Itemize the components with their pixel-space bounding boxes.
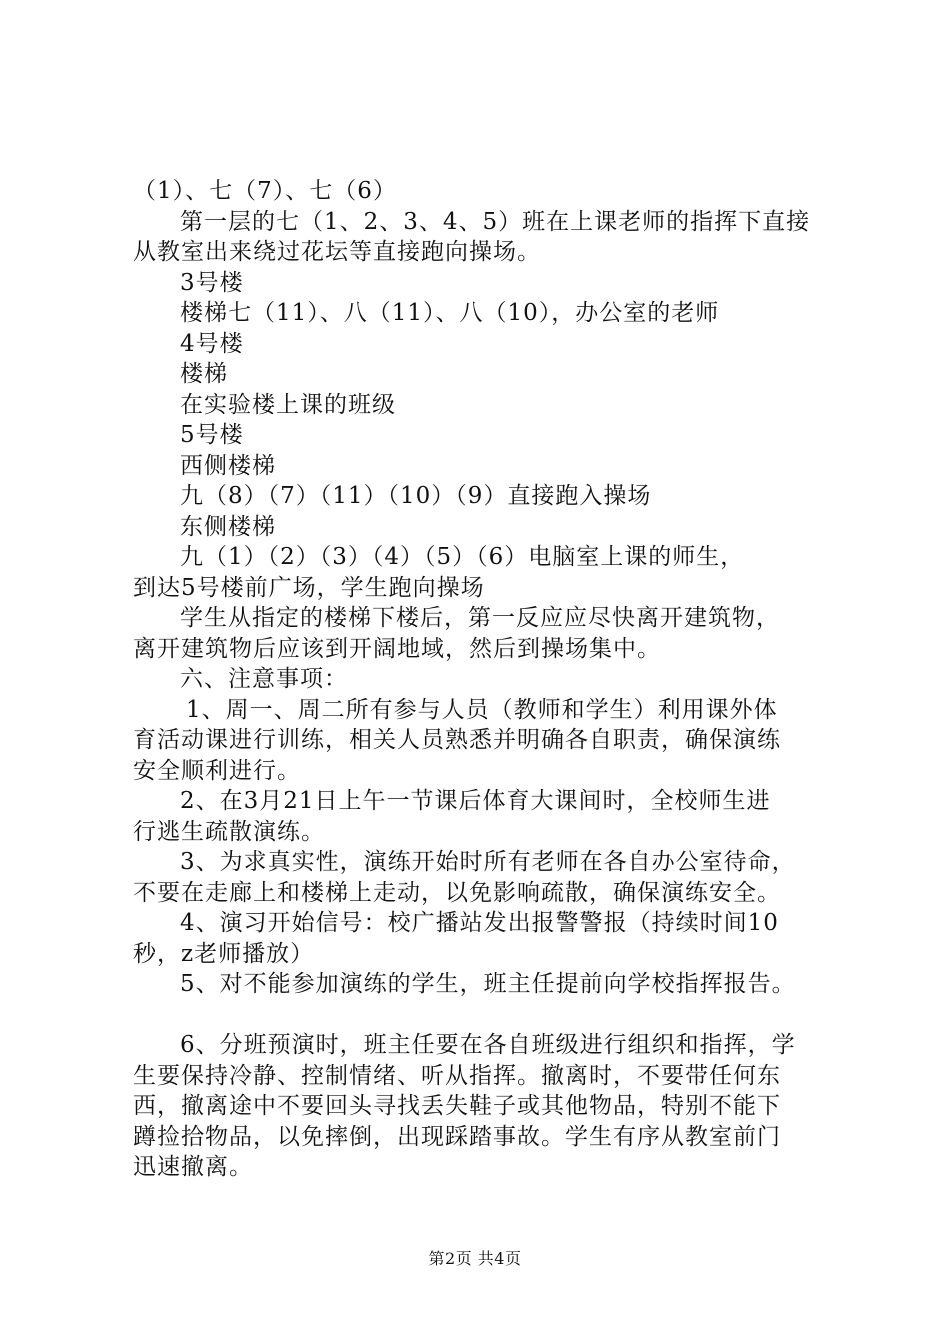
text-line: 九（8）（7）（11）（10）（9）直接跑入操场 (180, 483, 652, 509)
text-line: 秒，z老师播放） (133, 941, 315, 967)
text-line: 离开建筑物后应该到开阔地域，然后到操场集中。 (133, 636, 661, 662)
text-line: 不要在走廊上和楼梯上走动，以免影响疏散，确保演练安全。 (133, 880, 781, 906)
text-line: 5号楼 (180, 422, 244, 448)
text-line: 行逃生疏散演练。 (133, 819, 325, 845)
text-line: 从教室出来绕过花坛等直接跑向操场。 (133, 239, 541, 265)
text-line: 东侧楼梯 (180, 514, 276, 540)
text-line: 6、分班预演时，班主任要在各自班级进行组织和指挥，学 (180, 1032, 796, 1058)
text-line: 在实验楼上课的班级 (180, 392, 396, 418)
section-heading: 六、注意事项： (180, 666, 348, 692)
text-line: 楼梯七（11）、八（11）、八（10），办公室的老师 (180, 300, 720, 326)
text-line: 第一层的七（1、2、3、4、5）班在上课老师的指挥下直接 (180, 209, 811, 235)
page-number-footer: 第2页 共4页 (428, 1249, 522, 1268)
text-line: 楼梯 (180, 361, 228, 387)
text-line: 迅速撤离。 (133, 1154, 253, 1180)
text-line: 安全顺利进行。 (133, 758, 301, 784)
text-line: 西侧楼梯 (180, 453, 276, 479)
text-line: 3号楼 (180, 270, 244, 296)
text-line: 育活动课进行训练，相关人员熟悉并明确各自职责，确保演练 (133, 727, 781, 753)
text-line: （1）、七（7）、七（6） (133, 178, 397, 204)
text-line: 3、为求真实性，演练开始时所有老师在各自办公室待命， (180, 849, 796, 875)
text-line: 生要保持冷静、控制情绪、听从指挥。撤离时，不要带任何东 (133, 1063, 781, 1089)
text-line: 5、对不能参加演练的学生，班主任提前向学校指挥报告。 (180, 971, 796, 997)
text-line: 学生从指定的楼梯下楼后，第一反应应尽快离开建筑物， (180, 605, 780, 631)
text-line: 4、演习开始信号：校广播站发出报警警报（持续时间10 (180, 910, 779, 936)
text-line: 西，撤离途中不要回头寻找丢失鞋子或其他物品，特别不能下 (133, 1093, 781, 1119)
text-line: 4号楼 (180, 331, 244, 357)
text-line: 蹲捡拾物品，以免摔倒，出现踩踏事故。学生有序从教室前门 (133, 1124, 781, 1150)
text-line: 2、在3月21日上午一节课后体育大课间时，全校师生进 (180, 788, 771, 814)
text-line: 九（1）（2）（3）（4）（5）（6）电脑室上课的师生， (180, 544, 745, 570)
text-line: 到达5号楼前广场，学生跑向操场 (133, 575, 485, 601)
text-line: 1、周一、周二所有参与人员（教师和学生）利用课外体 (186, 697, 778, 723)
